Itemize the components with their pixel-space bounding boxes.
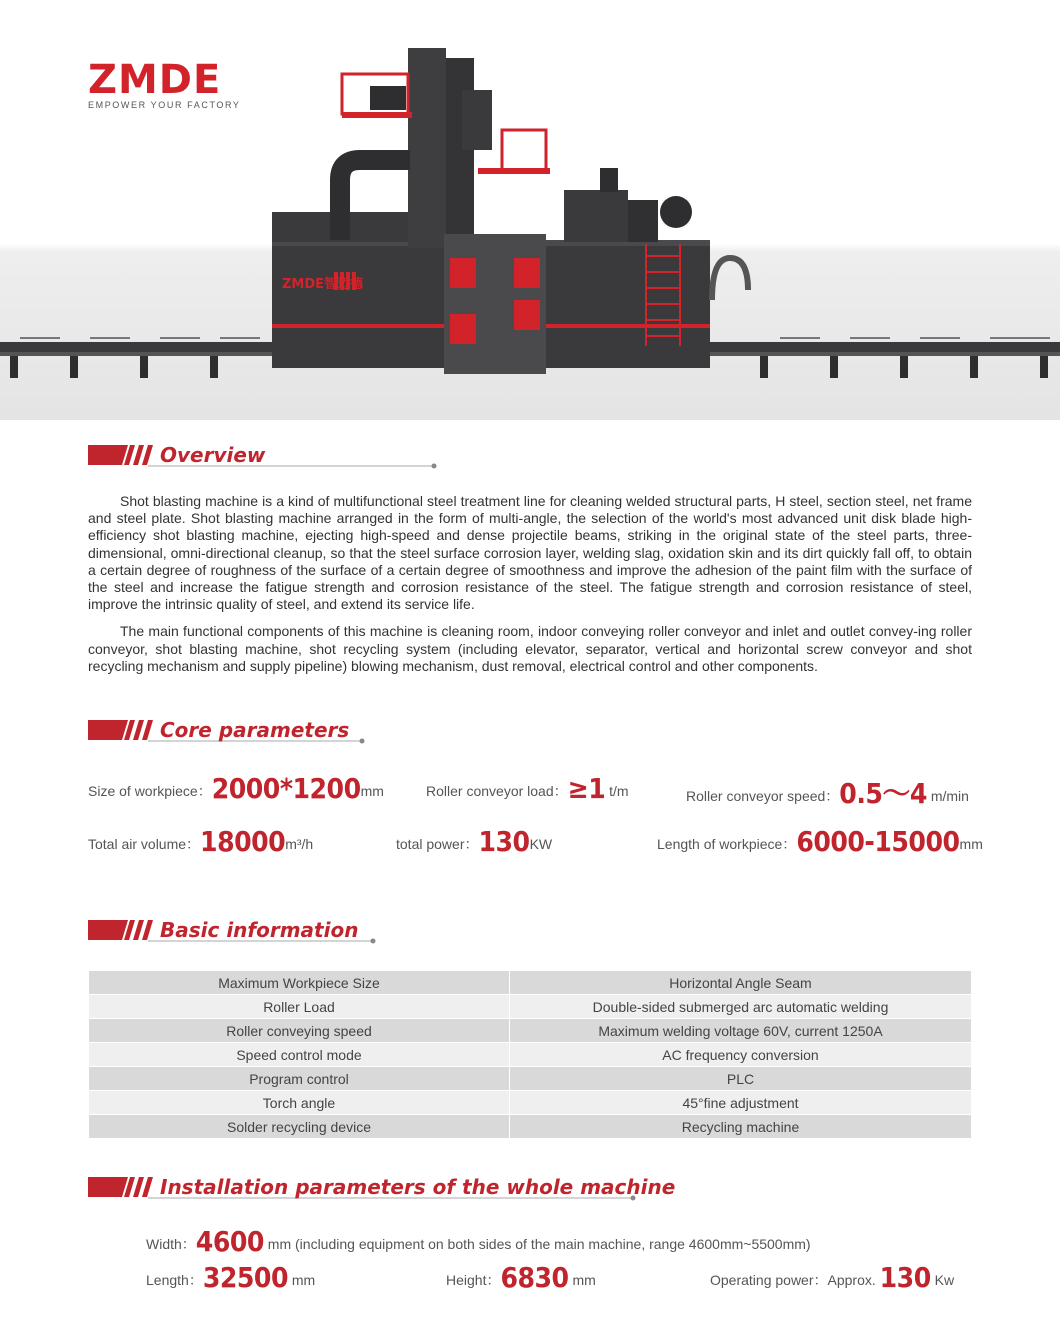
param-value: ≥1 — [567, 772, 606, 805]
param-label: Length of workpiece： — [657, 836, 797, 852]
table-row — [89, 971, 971, 995]
install-value: 130 — [879, 1261, 931, 1294]
table-cell-key: Program control — [89, 1067, 510, 1091]
table-cell-value: 45°fine adjustment — [510, 1091, 972, 1115]
param-length — [657, 825, 983, 858]
param-label: Roller conveyor load： — [426, 783, 568, 799]
install-label: Width： — [146, 1236, 196, 1252]
table-cell-key: Solder recycling device — [89, 1115, 510, 1139]
install-width — [146, 1225, 811, 1258]
table-cell-value: Recycling machine — [510, 1115, 972, 1139]
param-size — [88, 772, 384, 805]
param-unit: t/m — [605, 783, 629, 799]
install-value: 4600 — [195, 1225, 264, 1258]
section-bars-icon — [88, 445, 448, 471]
param-label: total power： — [396, 836, 479, 852]
table-cell-key: Torch angle — [89, 1091, 510, 1115]
param-air-volume — [88, 825, 313, 858]
param-speed — [686, 772, 969, 812]
table-row — [89, 1019, 971, 1043]
table-row — [89, 1067, 971, 1091]
install-length — [146, 1261, 315, 1294]
table-cell-value: Horizontal Angle Seam — [510, 971, 972, 995]
overview-paragraph-1: Shot blasting machine is a kind of multifunctional steel treatment line for cleaning welded structural parts, H steel, section steel, net frame and steel plate. Shot blasting machine arranged in the form of multi-angle, the selection of the world's most advanced unit disk blade high-efficiency shot blasting machine, ejecting high-speed and dense projectile beams, striking in the original state of the steel parts, three-dimensional, omni-directional cleanup, so that the steel surface corrosion layer, welding slag, oxidation skin and its dirt quickly fall off, to obtain a certain degree of roughness of the surface of a certain degree of smoothness and improve the adhesion of the paint film with the surface of the steel and increase the fatigue strength and corrosion resistance of the steel. The fatigue strength and corrosion resistance of steel, improve the intrinsic quality of steel, and extend its service life. — [88, 493, 972, 613]
install-unit: mm — [287, 1272, 316, 1288]
install-label: Height： — [446, 1272, 501, 1288]
install-label: Operating power：Approx. — [710, 1272, 876, 1288]
basic-info-table — [89, 971, 971, 1139]
section-title-basic: Basic information — [160, 918, 359, 942]
table-row — [89, 1115, 971, 1139]
table-cell-key: Roller conveying speed — [89, 1019, 510, 1043]
section-title-overview: Overview — [160, 443, 266, 467]
param-unit: m³/h — [285, 836, 314, 852]
param-unit: m/min — [926, 788, 969, 804]
param-unit: mm — [959, 836, 983, 852]
overview-text — [88, 493, 972, 675]
install-label: Length： — [146, 1272, 203, 1288]
param-value: 2000*1200 — [211, 772, 361, 805]
param-unit: KW — [529, 836, 553, 852]
install-value: 32500 — [202, 1261, 288, 1294]
install-operating-power — [710, 1261, 954, 1294]
param-value: 6000-15000 — [796, 825, 960, 858]
param-value: 0.5～4 — [839, 777, 927, 810]
table-row — [89, 1043, 971, 1067]
table-row — [89, 1091, 971, 1115]
table-cell-value: Maximum welding voltage 60V, current 1250A — [510, 1019, 972, 1043]
section-title-install: Installation parameters of the whole machine — [160, 1175, 676, 1199]
install-height — [446, 1261, 596, 1294]
install-unit: Kw — [930, 1272, 955, 1288]
install-value: 6830 — [500, 1261, 569, 1294]
table-cell-value: Double-sided submerged arc automatic welding — [510, 995, 972, 1019]
section-title-core: Core parameters — [160, 718, 350, 742]
table-row — [89, 995, 971, 1019]
logo-wordmark: ZMDE — [88, 57, 222, 103]
table-cell-value: AC frequency conversion — [510, 1043, 972, 1067]
install-unit: mm (including equipment on both sides of the main machine, range 4600mm~5500mm) — [263, 1236, 811, 1252]
param-value: 130 — [478, 825, 530, 858]
param-unit: mm — [360, 783, 384, 799]
install-unit: mm — [568, 1272, 596, 1288]
table-cell-key: Speed control mode — [89, 1043, 510, 1067]
table-cell-key: Roller Load — [89, 995, 510, 1019]
param-label: Roller conveyor speed： — [686, 788, 840, 804]
param-label: Total air volume： — [88, 836, 201, 852]
logo-tagline: EMPOWER YOUR FACTORY — [88, 100, 241, 110]
param-label: Size of workpiece： — [88, 783, 212, 799]
param-load — [426, 772, 629, 805]
table-cell-value: PLC — [510, 1067, 972, 1091]
param-value: 18000 — [200, 825, 286, 858]
table-cell-key: Maximum Workpiece Size — [89, 971, 510, 995]
param-total-power — [396, 825, 552, 858]
brand-logo — [88, 57, 241, 110]
machine-logo-mark: ZMDE智迈德 — [282, 277, 364, 292]
overview-paragraph-2: The main functional components of this machine is cleaning room, indoor conveying roller conveyor and inlet and outlet convey-ing roller conveyor, shot blasting machine, shot recycling system (including elevator, separator, vertical and horizontal screw conveyor and shot recycling mechanism and supply pipeline) blowing mechanism, dust removal, electrical control and other components. — [88, 623, 972, 674]
